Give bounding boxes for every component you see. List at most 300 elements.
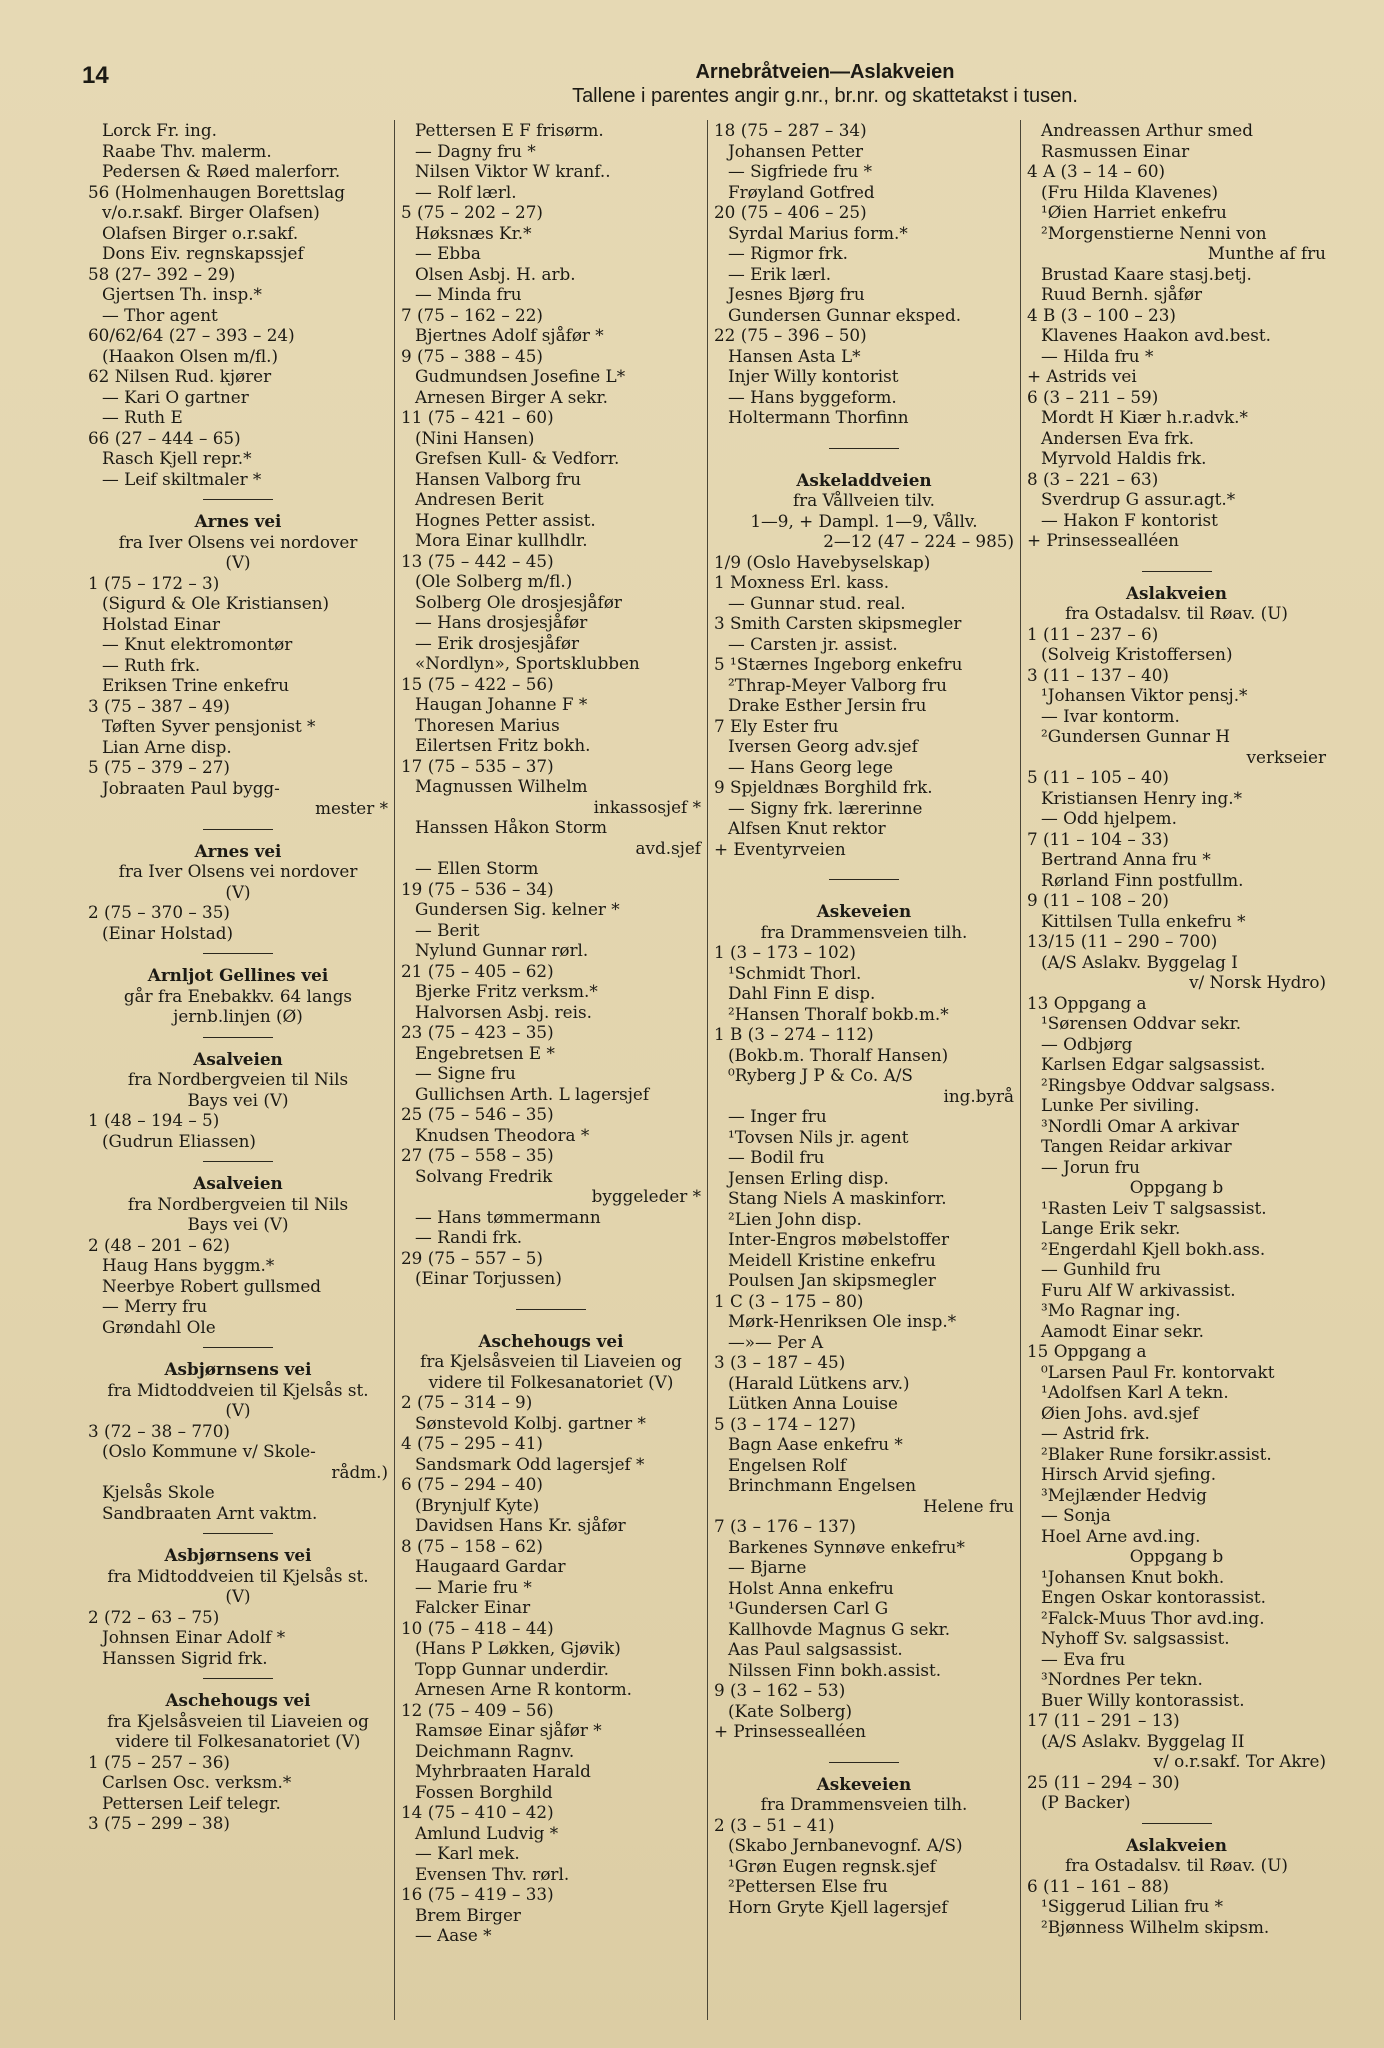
resident-entry: — Aase * [415, 1925, 492, 1945]
resident-entry: (Ole Solberg m/fl.) [415, 571, 573, 591]
resident-entry: (Haakon Olsen m/fl.) [102, 345, 279, 366]
address-entry: 5 (75 – 379 – 27) [88, 757, 230, 777]
resident-entry: ²Thrap-Meyer Valborg fru [728, 674, 947, 695]
street-heading: Arnes vei [194, 840, 282, 861]
resident-entry: ²Ringsbye Oddvar salgsass. [1041, 1074, 1276, 1095]
section-divider [88, 1337, 388, 1359]
resident-entry: ¹Gundersen Carl G [728, 1598, 889, 1618]
resident-entry: Poulsen Jan skipsmegler [728, 1270, 936, 1290]
spacer [714, 859, 1014, 869]
address-entry: 9 (11 – 108 – 20) [1027, 890, 1169, 910]
page-subtitle: Tallene i parentes angir g.nr., br.nr. og skattetakst i tusen. [572, 85, 1078, 107]
resident-entry: ²Blaker Rune forsikr.assist. [1041, 1443, 1272, 1464]
resident-entry: (Einar Torjussen) [415, 1268, 562, 1288]
resident-entry: Halvorsen Asbj. reis. [415, 1001, 592, 1022]
resident-entry: (Brynjulf Kyte) [415, 1494, 540, 1515]
address-entry: 1/9 (Oslo Havebyselskap) [714, 551, 931, 572]
address-entry: 1 (75 – 172 – 3) [88, 572, 220, 593]
address-entry: 8 (3 – 221 – 63) [1027, 468, 1159, 489]
resident-entry: Barkenes Synnøve enkefru* [728, 1536, 965, 1557]
address-entry: 13 (75 – 442 – 45) [401, 550, 554, 571]
address-entry: 21 (75 – 405 – 62) [401, 960, 554, 981]
resident-entry: — Berit [415, 919, 480, 940]
resident-entry: (Gudrun Eliassen) [102, 1130, 256, 1151]
address-entry: 1 Moxness Erl. kass. [714, 572, 890, 592]
resident-entry: (Sigurd & Ole Kristiansen) [102, 593, 330, 613]
resident-entry: — Ivar kontorm. [1041, 705, 1180, 726]
resident-entry: Arnesen Arne R kontorm. [415, 1679, 632, 1699]
resident-entry: Buer Willy kontorassist. [1041, 1689, 1245, 1710]
resident-entry: (Bokb.m. Thoralf Hansen) [728, 1044, 949, 1065]
resident-entry: Eriksen Trine enkefru [102, 675, 290, 695]
resident-entry: Hognes Petter assist. [415, 509, 596, 530]
resident-entry: Knudsen Theodora * [415, 1124, 590, 1145]
address-entry: 15 (75 – 422 – 56) [401, 673, 554, 694]
street-description: 1—9, + Dampl. 1—9, Vållv. [750, 510, 978, 531]
street-description: fra Iver Olsens vei nordover [118, 861, 358, 881]
resident-entry: (Harald Lütkens arv.) [728, 1372, 910, 1393]
resident-entry: Bagn Aase enkefru * [728, 1434, 903, 1454]
resident-entry: Ramsøe Einar sjåfør * [415, 1720, 602, 1740]
street-heading: Aschehougs vei [165, 1690, 311, 1710]
resident-entry: — Inger fru [728, 1106, 827, 1126]
resident-entry: Kristiansen Henry ing.* [1041, 787, 1242, 808]
address-entry: 1 B (3 – 274 – 112) [714, 1024, 874, 1044]
resident-entry: Raabe Thv. malerm. [102, 140, 272, 161]
address-entry: 1 (3 – 173 – 102) [714, 942, 856, 962]
street-description: videre til Folkesanatoriet (V) [428, 1371, 674, 1392]
resident-entry: Stang Niels A maskinforr. [728, 1188, 947, 1208]
resident-entry: Mordt H Kiær h.r.advk.* [1041, 407, 1248, 427]
entry-continuation: rådm.) [331, 1461, 388, 1482]
address-entry: 18 (75 – 287 – 34) [714, 120, 867, 140]
entry-continuation: 2—12 (47 – 224 – 985) [823, 531, 1014, 551]
spacer [714, 460, 1014, 470]
resident-entry: Neerbye Robert gullsmed [102, 1275, 322, 1296]
resident-entry: — Astrid frk. [1041, 1423, 1150, 1443]
column-3 [707, 120, 1020, 2020]
resident-entry: — Merry fru [102, 1296, 208, 1316]
entry-continuation: mester * [315, 798, 388, 818]
resident-entry: (Skabo Jernbanevognf. A/S) [728, 1835, 963, 1855]
resident-entry: Jensen Erling disp. [728, 1167, 889, 1188]
resident-entry: Lunke Per siviling. [1041, 1095, 1200, 1115]
address-entry: 4 B (3 – 100 – 23) [1027, 304, 1176, 325]
section-divider [88, 1027, 388, 1049]
address-entry: 22 (75 – 396 – 50) [714, 325, 867, 345]
resident-entry: Jobraaten Paul bygg- [102, 777, 280, 798]
resident-entry: ¹Johansen Knut bokh. [1041, 1566, 1225, 1587]
spacer [401, 1321, 701, 1331]
address-entry: 9 (75 – 388 – 45) [401, 345, 543, 366]
entry-continuation: Helene fru [923, 1495, 1014, 1516]
address-entry: 6 (3 – 211 – 59) [1027, 386, 1159, 407]
entry-continuation: verkseier [1246, 746, 1326, 767]
address-entry: 10 (75 – 418 – 44) [401, 1617, 554, 1638]
address-entry: 6 (75 – 294 – 40) [401, 1474, 543, 1494]
resident-entry: ³Nordli Omar A arkivar [1041, 1115, 1239, 1136]
spacer [401, 1289, 701, 1299]
address-entry: 58 (27– 392 – 29) [88, 263, 236, 284]
street-description: går fra Enebakkv. 64 langs [123, 985, 353, 1006]
resident-entry: Mora Einar kullhdlr. [415, 530, 588, 550]
section-divider [714, 438, 1014, 460]
resident-entry: Bjerke Fritz verksm.* [415, 981, 598, 1001]
resident-entry: (Solveig Kristoffersen) [1041, 644, 1233, 664]
street-description: Bays vei (V) [187, 1214, 289, 1234]
resident-entry: Amlund Ludvig * [415, 1822, 559, 1843]
address-entry: 19 (75 – 536 – 34) [401, 878, 554, 899]
resident-entry: Solvang Fredrik [415, 1165, 553, 1186]
column-2 [394, 120, 707, 2020]
address-entry: 6 (11 – 161 – 88) [1027, 1875, 1169, 1896]
street-description: fra Ostadalsv. til Røav. (U) [1065, 603, 1288, 623]
resident-entry: Horn Gryte Kjell lagersjef [728, 1896, 948, 1917]
entry-continuation: avd.sjef [635, 837, 701, 858]
resident-entry: ³Mo Ragnar ing. [1041, 1300, 1181, 1320]
address-entry: 5 (3 – 174 – 127) [714, 1413, 856, 1434]
resident-entry: — Ruth E [102, 407, 183, 427]
resident-entry: (P Backer) [1041, 1792, 1131, 1812]
resident-entry: (Fru Hilda Klavenes) [1041, 181, 1219, 202]
street-description: Bays vei (V) [187, 1089, 289, 1110]
resident-entry: — Knut elektromontør [102, 634, 293, 654]
resident-entry: Injer Willy kontorist [728, 366, 899, 386]
address-entry: 5 (75 – 202 – 27) [401, 202, 543, 222]
resident-entry: ¹Siggerud Lilian fru * [1041, 1896, 1224, 1916]
resident-entry: ¹Grøn Eugen regnsk.sjef [728, 1855, 936, 1876]
street-heading: Askeladdveien [796, 469, 932, 490]
resident-entry: «Nordlyn», Sportsklubben [415, 653, 640, 673]
resident-entry: Ruud Bernh. sjåfør [1041, 284, 1203, 304]
section-divider [88, 943, 388, 965]
address-entry: 60/62/64 (27 – 393 – 24) [88, 325, 295, 345]
resident-entry: (Kate Solberg) [728, 1700, 853, 1721]
address-entry: + Astrids vei [1027, 366, 1137, 386]
street-heading: Asalveien [193, 1048, 283, 1069]
resident-entry: Hansen Asta L* [728, 345, 861, 366]
street-description: fra Nordbergveien til Nils [127, 1193, 349, 1214]
resident-entry: Inter-Engros møbelstoffer [728, 1229, 950, 1249]
resident-entry: Dons Eiv. regnskapssjef [102, 243, 304, 263]
address-entry: 1 (11 – 237 – 6) [1027, 623, 1159, 644]
entry-continuation: v/ Norsk Hydro) [1189, 972, 1326, 992]
resident-entry: — Hans byggeform. [728, 386, 897, 407]
entry-continuation: Munthe af fru [1207, 243, 1326, 263]
resident-entry: Holtermann Thorfinn [728, 407, 909, 427]
resident-entry: ³Nordnes Per tekn. [1041, 1669, 1203, 1689]
resident-entry: (Oslo Kommune v/ Skole- [102, 1441, 316, 1461]
resident-entry: Andresen Berit [415, 489, 544, 509]
resident-entry: —»— Per A [728, 1331, 824, 1352]
street-description: Oppgang b [1129, 1177, 1224, 1197]
resident-entry: Holstad Einar [102, 613, 220, 634]
page-number: 14 [82, 62, 109, 89]
address-entry: 5 ¹Stærnes Ingeborg enkefru [714, 654, 963, 674]
street-heading: Arnljot Gellines vei [147, 965, 329, 985]
resident-entry: Myrvold Haldis frk. [1041, 448, 1207, 468]
resident-entry: Gullichsen Arth. L lagersjef [415, 1083, 650, 1104]
entry-continuation: byggeleder * [591, 1186, 701, 1206]
resident-entry: Pettersen Leif telegr. [102, 1792, 281, 1813]
resident-entry: Sandbraaten Arnt vaktm. [102, 1502, 318, 1523]
resident-entry: ²Lien John disp. [728, 1208, 862, 1229]
resident-entry: — Odd hjelpem. [1041, 808, 1177, 828]
resident-entry: Gundersen Sig. kelner * [415, 899, 620, 919]
resident-entry: Topp Gunnar underdir. [415, 1658, 609, 1679]
column-4 [1020, 120, 1332, 2020]
resident-entry: — Rolf lærl. [415, 181, 517, 202]
resident-entry: Engen Oskar kontorassist. [1041, 1587, 1267, 1607]
resident-entry: Arnesen Birger A sekr. [415, 386, 608, 407]
resident-entry: ¹Øien Harriet enkefru [1041, 202, 1227, 222]
street-heading: Aschehougs vei [478, 1330, 624, 1351]
resident-entry: Pettersen E F frisørm. [415, 120, 604, 140]
resident-entry: Carlsen Osc. verksm.* [102, 1772, 292, 1792]
address-entry: 11 (75 – 421 – 60) [401, 407, 554, 427]
resident-entry: ¹Tovsen Nils jr. agent [728, 1126, 909, 1147]
resident-entry: Kallhovde Magnus G sekr. [728, 1618, 951, 1639]
resident-entry: — Signy frk. lærerinne [728, 797, 923, 818]
resident-entry: — Sonja [1041, 1505, 1111, 1525]
street-description: fra Midtoddveien til Kjelsås st. [107, 1379, 369, 1400]
resident-entry: ²Morgenstierne Nenni von [1041, 222, 1267, 243]
address-entry: 13 Oppgang a [1027, 992, 1147, 1013]
resident-entry: Hanssen Sigrid frk. [102, 1647, 268, 1668]
street-heading: Askeveien [816, 1773, 912, 1794]
resident-entry: — Randi frk. [415, 1227, 523, 1247]
resident-entry: Lange Erik sekr. [1041, 1218, 1181, 1238]
resident-entry: Frøyland Gotfred [728, 181, 875, 202]
address-entry: 23 (75 – 423 – 35) [401, 1022, 554, 1042]
resident-entry: Hansen Valborg fru [415, 468, 582, 489]
resident-entry: Magnussen Wilhelm [415, 776, 588, 796]
address-entry: 66 (27 – 444 – 65) [88, 427, 241, 448]
street-description: Oppgang b [1129, 1546, 1224, 1566]
address-entry: 17 (11 – 291 – 13) [1027, 1710, 1180, 1730]
street-description: fra Nordbergveien til Nils [127, 1069, 349, 1089]
resident-entry: Bertrand Anna fru * [1041, 849, 1211, 869]
resident-entry: Andreassen Arthur smed [1041, 120, 1253, 140]
resident-entry: Davidsen Hans Kr. sjåfør [415, 1515, 626, 1535]
address-entry: 7 Ely Ester fru [714, 715, 839, 736]
address-entry: 27 (75 – 558 – 35) [401, 1145, 554, 1165]
address-entry: 3 (3 – 187 – 45) [714, 1352, 846, 1372]
address-entry: 2 (75 – 370 – 35) [88, 902, 230, 922]
address-entry: 2 (72 – 63 – 75) [88, 1606, 220, 1627]
resident-entry: Haugaard Gardar [415, 1556, 566, 1576]
resident-entry: Gjertsen Th. insp.* [102, 284, 262, 304]
spacer [714, 891, 1014, 901]
resident-entry: — Rigmor frk. [728, 243, 848, 263]
address-entry: + Prinsessealléen [714, 1721, 866, 1741]
resident-entry: Gudmundsen Josefine L* [415, 366, 626, 386]
address-entry: 7 (75 – 162 – 22) [401, 304, 543, 325]
address-entry: 3 (72 – 38 – 770) [88, 1420, 230, 1441]
resident-entry: — Minda fru [415, 284, 522, 304]
resident-entry: Nylund Gunnar rørl. [415, 940, 589, 960]
resident-entry: ¹Sørensen Oddvar sekr. [1041, 1013, 1242, 1033]
address-entry: 4 (75 – 295 – 41) [401, 1433, 543, 1453]
resident-entry: — Leif skiltmaler * [102, 468, 262, 489]
resident-entry: ¹Johansen Viktor pensj.* [1041, 685, 1248, 705]
resident-entry: — Ellen Storm [415, 858, 539, 878]
resident-entry: — Hans Georg lege [728, 756, 894, 777]
resident-entry: — Ruth frk. [102, 654, 201, 675]
resident-entry: Nilssen Finn bokh.assist. [728, 1659, 942, 1680]
entry-continuation: inkassosjef * [593, 796, 701, 817]
resident-entry: — Erik lærl. [728, 263, 832, 284]
resident-entry: — Sigfriede fru * [728, 161, 873, 181]
resident-entry: — Hans tømmermann [415, 1206, 601, 1227]
address-entry: 13/15 (11 – 290 – 700) [1027, 931, 1218, 951]
address-entry: 1 C (3 – 175 – 80) [714, 1290, 864, 1311]
resident-entry: Andersen Eva frk. [1041, 427, 1195, 448]
street-heading: Arnes vei [194, 511, 282, 531]
street-description: (V) [225, 552, 251, 572]
street-description: (V) [225, 1400, 251, 1420]
page-title: Arnebråtveien—Aslakveien [695, 61, 955, 83]
street-heading: Asbjørnsens vei [164, 1545, 312, 1565]
resident-entry: Dahl Finn E disp. [728, 983, 876, 1003]
address-entry: 16 (75 – 419 – 33) [401, 1884, 554, 1904]
resident-entry: — Kari O gartner [102, 386, 249, 407]
street-heading: Aslakveien [1125, 1834, 1228, 1855]
resident-entry: Hirsch Arvid sjefing. [1041, 1464, 1217, 1484]
resident-entry: Haug Hans byggm.* [102, 1255, 275, 1275]
street-description: fra Vållveien tilv. [792, 490, 936, 510]
street-heading: Asbjørnsens vei [164, 1359, 312, 1379]
address-entry: + Eventyrveien [714, 838, 846, 859]
column-1 [82, 120, 394, 2020]
address-entry: 56 (Holmenhaugen Borettslag [88, 181, 346, 202]
street-description: jernb.linjen (Ø) [173, 1006, 303, 1026]
street-heading: Aslakveien [1125, 582, 1228, 603]
section-divider [714, 869, 1014, 891]
resident-entry: Meidell Kristine enkefru [728, 1249, 936, 1270]
resident-entry: — Hakon F kontorist [1041, 509, 1218, 530]
section-divider [88, 1523, 388, 1545]
resident-entry: Tangen Reidar arkivar [1041, 1136, 1232, 1156]
resident-entry: — Dagny fru * [415, 140, 536, 161]
street-description: (V) [225, 1586, 251, 1606]
resident-entry: — Odbjørg [1041, 1033, 1133, 1054]
address-entry: 9 Spjeldnæs Borghild frk. [714, 777, 933, 797]
resident-entry: Grefsen Kull- & Vedforr. [415, 448, 620, 468]
resident-entry: Furu Alf W arkivassist. [1041, 1279, 1236, 1300]
resident-entry: (Einar Holstad) [102, 922, 234, 943]
resident-entry: Brem Birger [415, 1904, 521, 1925]
resident-entry: Høksnæs Kr.* [415, 222, 532, 243]
spacer [1027, 551, 1326, 561]
resident-entry: ²Pettersen Else fru [728, 1876, 888, 1896]
resident-entry: Kjelsås Skole [102, 1482, 215, 1502]
street-description: videre til Folkesanatoriet (V) [115, 1731, 361, 1751]
resident-entry: Jesnes Bjørg fru [728, 284, 865, 304]
resident-entry: Kittilsen Tulla enkefru * [1041, 910, 1246, 931]
resident-entry: Rasmussen Einar [1041, 140, 1190, 161]
address-entry: + Prinsessealléen [1027, 530, 1179, 550]
resident-entry: Eilertsen Fritz bokh. [415, 735, 591, 755]
resident-entry: Rørland Finn postfullm. [1041, 869, 1244, 890]
resident-entry: Rasch Kjell repr.* [102, 448, 252, 468]
resident-entry: ²Falck-Muus Thor avd.ing. [1041, 1607, 1265, 1628]
resident-entry: Deichmann Ragnv. [415, 1740, 575, 1761]
street-heading: Askeveien [816, 901, 912, 921]
resident-entry: Nyhoff Sv. salgsassist. [1041, 1628, 1230, 1648]
section-divider [714, 1752, 1014, 1774]
resident-entry: Lian Arne disp. [102, 736, 232, 757]
resident-entry: Hoel Arne avd.ing. [1041, 1525, 1201, 1546]
street-description: fra Midtoddveien til Kjelsås st. [107, 1565, 369, 1586]
resident-entry: (A/S Aslakv. Byggelag I [1041, 951, 1238, 972]
resident-entry: Aamodt Einar sekr. [1041, 1320, 1204, 1341]
spacer [714, 428, 1014, 438]
spacer [714, 1742, 1014, 1752]
address-entry: 3 Smith Carsten skipsmegler [714, 613, 962, 633]
resident-entry: Engelsen Rolf [728, 1454, 847, 1475]
address-entry: 62 Nilsen Rud. kjører [88, 366, 272, 386]
section-divider [88, 1151, 388, 1173]
section-divider [88, 1668, 388, 1690]
resident-entry: Pedersen & Røed malerforr. [102, 161, 341, 181]
resident-entry: — Eva fru [1041, 1648, 1126, 1669]
resident-entry: Brinchmann Engelsen [728, 1475, 917, 1495]
resident-entry: Solberg Ole drosjesjåfør [415, 591, 622, 612]
address-entry: 5 (11 – 105 – 40) [1027, 767, 1169, 787]
resident-entry: Klavenes Haakon avd.best. [1041, 325, 1271, 345]
address-entry: 17 (75 – 535 – 37) [401, 755, 554, 776]
resident-entry: Myhrbraaten Harald [415, 1761, 591, 1781]
resident-entry: — Bodil fru [728, 1147, 825, 1167]
resident-entry: Syrdal Marius form.* [728, 222, 908, 243]
street-description: fra Ostadalsv. til Røav. (U) [1065, 1855, 1288, 1875]
resident-entry: Holst Anna enkefru [728, 1577, 894, 1598]
resident-entry: — Hilda fru * [1041, 345, 1154, 366]
resident-entry: Brustad Kaare stasj.betj. [1041, 263, 1252, 284]
resident-entry: ²Gundersen Gunnar H [1041, 726, 1230, 746]
resident-entry: (Hans P Løkken, Gjøvik) [415, 1638, 621, 1658]
directory-columns [82, 120, 1332, 2020]
resident-entry: Thoresen Marius [415, 714, 560, 735]
address-entry: 25 (11 – 294 – 30) [1027, 1771, 1180, 1792]
address-entry: 4 A (3 – 14 – 60) [1027, 161, 1166, 181]
resident-entry: Haugan Johanne F * [415, 694, 588, 714]
address-entry: 2 (75 – 314 – 9) [401, 1392, 533, 1412]
address-entry: 9 (3 – 162 – 53) [714, 1680, 846, 1700]
address-entry: 12 (75 – 409 – 56) [401, 1699, 554, 1720]
resident-entry: Nilsen Viktor W kranf.. [415, 161, 611, 181]
resident-entry: Evensen Thv. rørl. [415, 1863, 570, 1884]
resident-entry: ⁰Ryberg J P & Co. A/S [728, 1065, 913, 1085]
resident-entry: — Gunnar stud. real. [728, 592, 906, 613]
resident-entry: Mørk-Henriksen Ole insp.* [728, 1311, 957, 1331]
address-entry: 7 (3 – 176 – 137) [714, 1516, 856, 1536]
resident-entry: Bjertnes Adolf sjåfør * [415, 325, 604, 345]
address-entry: 15 Oppgang a [1027, 1341, 1147, 1361]
resident-entry: Drake Esther Jersin fru [728, 695, 927, 715]
entry-continuation: v/ o.r.sakf. Tor Akre) [1153, 1751, 1326, 1771]
resident-entry: Lorck Fr. ing. [102, 120, 217, 140]
section-divider [88, 489, 388, 511]
resident-entry: — Marie fru * [415, 1576, 532, 1597]
address-entry: 2 (3 – 51 – 41) [714, 1814, 835, 1835]
resident-entry: Øien Johs. avd.sjef [1041, 1402, 1199, 1423]
resident-entry: (A/S Aslakv. Byggelag II [1041, 1730, 1245, 1751]
resident-entry: Iversen Georg adv.sjef [728, 736, 918, 756]
resident-entry: Alfsen Knut rektor [728, 818, 886, 838]
street-description: fra Kjelsåsveien til Liaveien og [420, 1351, 682, 1371]
